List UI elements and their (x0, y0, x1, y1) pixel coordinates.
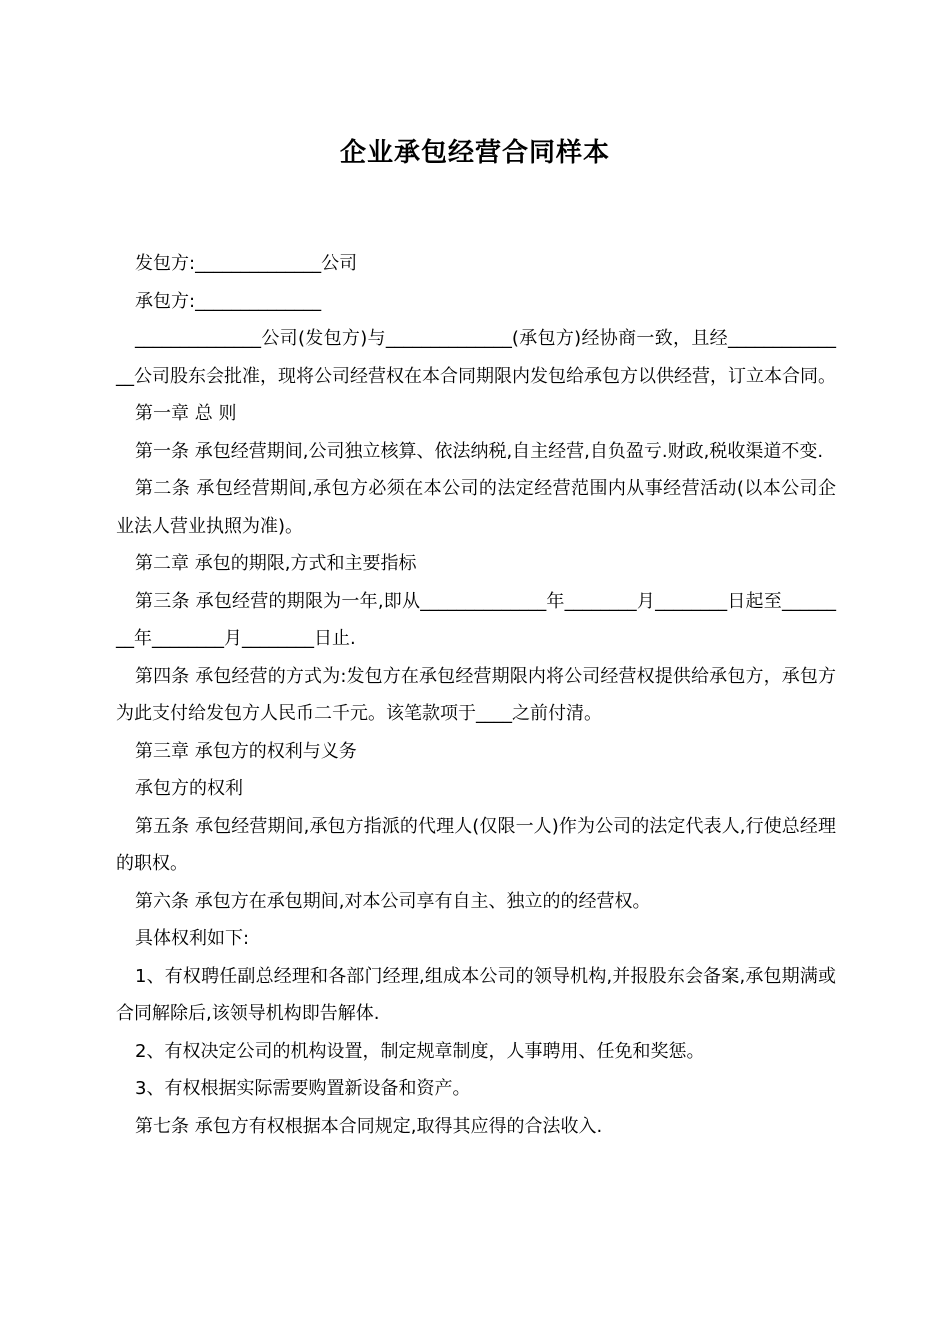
article-6: 第六条 承包方在承包期间,对本公司享有自主、独立的的经营权。 (135, 890, 651, 912)
article-5: 第五条 承包经营期间,承包方指派的代理人(仅限一人)作为公司的法定代表人,行使总经理的职权。 (116, 815, 836, 874)
chapter-3-heading: 第三章 承包方的权利与义务 (135, 740, 357, 762)
chapter-2-heading: 第二章 承包的期限,方式和主要指标 (135, 553, 417, 574)
right-item-1: 1、有权聘任副总经理和各部门经理,组成本公司的领导机构,并报股东会备案,承包期满或合同解除后,该领导机构即告解体. (116, 965, 836, 1024)
rights-intro: 具体权利如下: (135, 928, 250, 949)
paragraph-preamble: ______________公司(发包方)与______________(承包方)经协商一致，且经______________公司股东会批准，现将公司经营权在本合同期限内发包给承包方以供经营，订立本合同。 (116, 328, 836, 387)
section-contractee-rights: 承包方的权利 (135, 778, 243, 799)
right-item-3: 3、有权根据实际需要购置新设备和资产。 (135, 1078, 471, 1099)
document-body (116, 245, 836, 1145)
article-7: 第七条 承包方有权根据本合同规定,取得其应得的合法收入. (135, 1115, 603, 1137)
chapter-1-heading: 第一章 总 则 (135, 403, 237, 424)
document-title: 企业承包经营合同样本 (339, 138, 610, 168)
article-4: 第四条 承包经营的方式为:发包方在承包经营期限内将公司经营权提供给承包方，承包方为此支付给发包方人民币二千元。该笔款项于____之前付清。 (116, 665, 836, 724)
article-1: 第一条 承包经营期间,公司独立核算、依法纳税,自主经营,自负盈亏.财政,税收渠道不变. (135, 440, 824, 462)
paragraph-contractee-party: 承包方:______________ (135, 290, 322, 312)
right-item-2: 2、有权决定公司的机构设置，制定规章制度，人事聘用、任免和奖惩。 (135, 1040, 705, 1062)
paragraph-contractor-party: 发包方:______________公司 (135, 253, 358, 274)
article-3: 第三条 承包经营的期限为一年,即从______________年________月________日起至________年________月________日止. (116, 590, 836, 649)
article-2: 第二条 承包经营期间,承包方必须在本公司的法定经营范围内从事经营活动(以本公司企业法人营业执照为准)。 (116, 478, 836, 537)
